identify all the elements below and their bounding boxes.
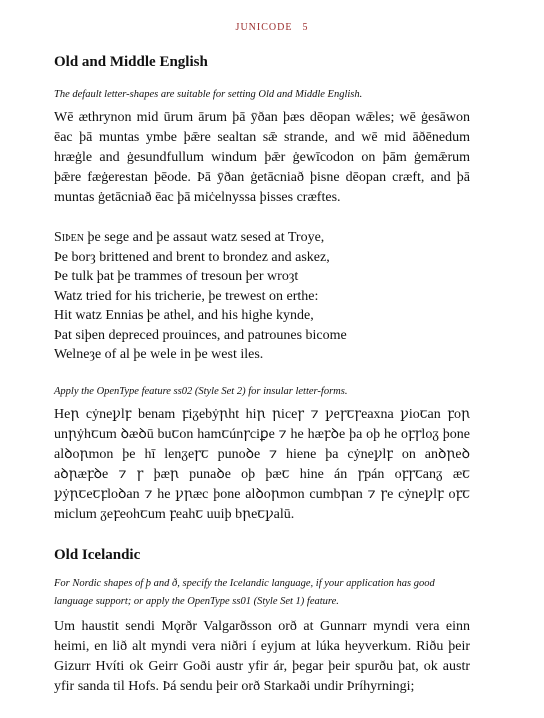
page-content (54, 52, 470, 697)
insular-note: Apply the OpenType feature ss02 (Style Set 2) for insular letter-forms. (54, 385, 348, 397)
verse-line: Welneȝe of al þe wele in þe west iles. (54, 347, 264, 362)
verse-line: Þe tulk þat þe trammes of tresoun þer wroȝt (54, 269, 299, 284)
section-heading-old-icelandic: Old Icelandic (54, 546, 141, 563)
running-title: JUNICODE (235, 22, 293, 33)
verse-first-line-rest: þe sege and þe assaut watz sesed at Troye, (84, 230, 325, 245)
page-number: 5 (302, 22, 309, 33)
verse-line (54, 228, 470, 248)
verse-line: Hit watz Ennias þe athel, and his highe kynde, (54, 308, 314, 323)
insular-paragraph: Heꞃ cẏneꝩlꝼ benam ꝼiᵹebẏꞃht hiꞃ ꞃiceꞅ ⁊ ꝩeꞅꞇꞅeaxna ꝩioꞇan ꝼoꞃ unꞃẏhꞇum ꝺæꝺū buꞇon hamꞇúnꞅciꝑe ⁊ he hæꝼꝺe þa oþ he oꝼꞅloᵹ þone alꝺoꞃmon þe hī lenᵹeꞅꞇ punoꝺe ⁊ hiene þa cẏneꝩlꝼ on anꝺꞃeꝺ aꝺꞃæꝼꝺe ⁊ ꞅ þæꞃ punaꝺe oþ þæꞇ hine án ꞅpán oꝼꞅꞇanᵹ æꞇ ꝩẏꞃꞇeꞇꝼloꝺan ⁊ he ꝩꞃæc þone alꝺoꞃmon cumbꞃan ⁊ ꞅe cẏneꝩlꝼ oꝼꞇ miclum ᵹeꝼeohꞇum ꝼeahꞇ uuiþ bꞃeꞇꝩalū. (54, 406, 470, 522)
verse-line: Watz tried for his tricherie, þe trewest on erthe: (54, 288, 319, 304)
verse-line: Þat siþen depreced prouinces, and patrounes bicome (54, 327, 347, 343)
icelandic-note: For Nordic shapes of þ and ð, specify the Icelandic language, if your application has good language support; or apply the OpenType ss01 (Style Set 1) feature. (54, 577, 435, 607)
middle-english-verse (54, 228, 470, 365)
section-heading-old-middle-english: Old and Middle English (54, 54, 208, 70)
verse-line: Þe borȝ brittened and brent to brondez and askez, (54, 249, 330, 265)
icelandic-paragraph: Um haustit sendi Mǫrðr Valgarðsson orð at Gunnarr myndi vera einn heimi, en lið alt myndi vera niðri í eyjum at lúka heyverkum. Riðu þeir Gizurr Hvíti ok Geirr Goði austr yfir ár, þegar þeir spurðu þat, ok austr yfir sanda til Hofs. Þá sendu þeir orð Starkaði undir Þríhyrningi; (54, 618, 470, 694)
running-header (0, 22, 544, 33)
section-note: The default letter-shapes are suitable for setting Old and Middle English. (54, 89, 363, 100)
verse-initial-word: Siþen (54, 230, 85, 245)
old-english-paragraph: Wē æthrynon mid ūrum ārum þā ȳðan þæs dēopan wǣles; wē ġesāwon ēac þā muntas ymbe þǣre sealtan sǣ strande, and wē mid āðēnedum hræġle and ġesundfullum windum þǣr ġewīcodon on þām ġemǣrum þǣre fæġerestan þēode. Þā ȳðan ġetācniað þisne dēopan cræft, and þā muntas ġetācniað ēac þā miċelnyssa þisses cræftes. (54, 110, 470, 205)
